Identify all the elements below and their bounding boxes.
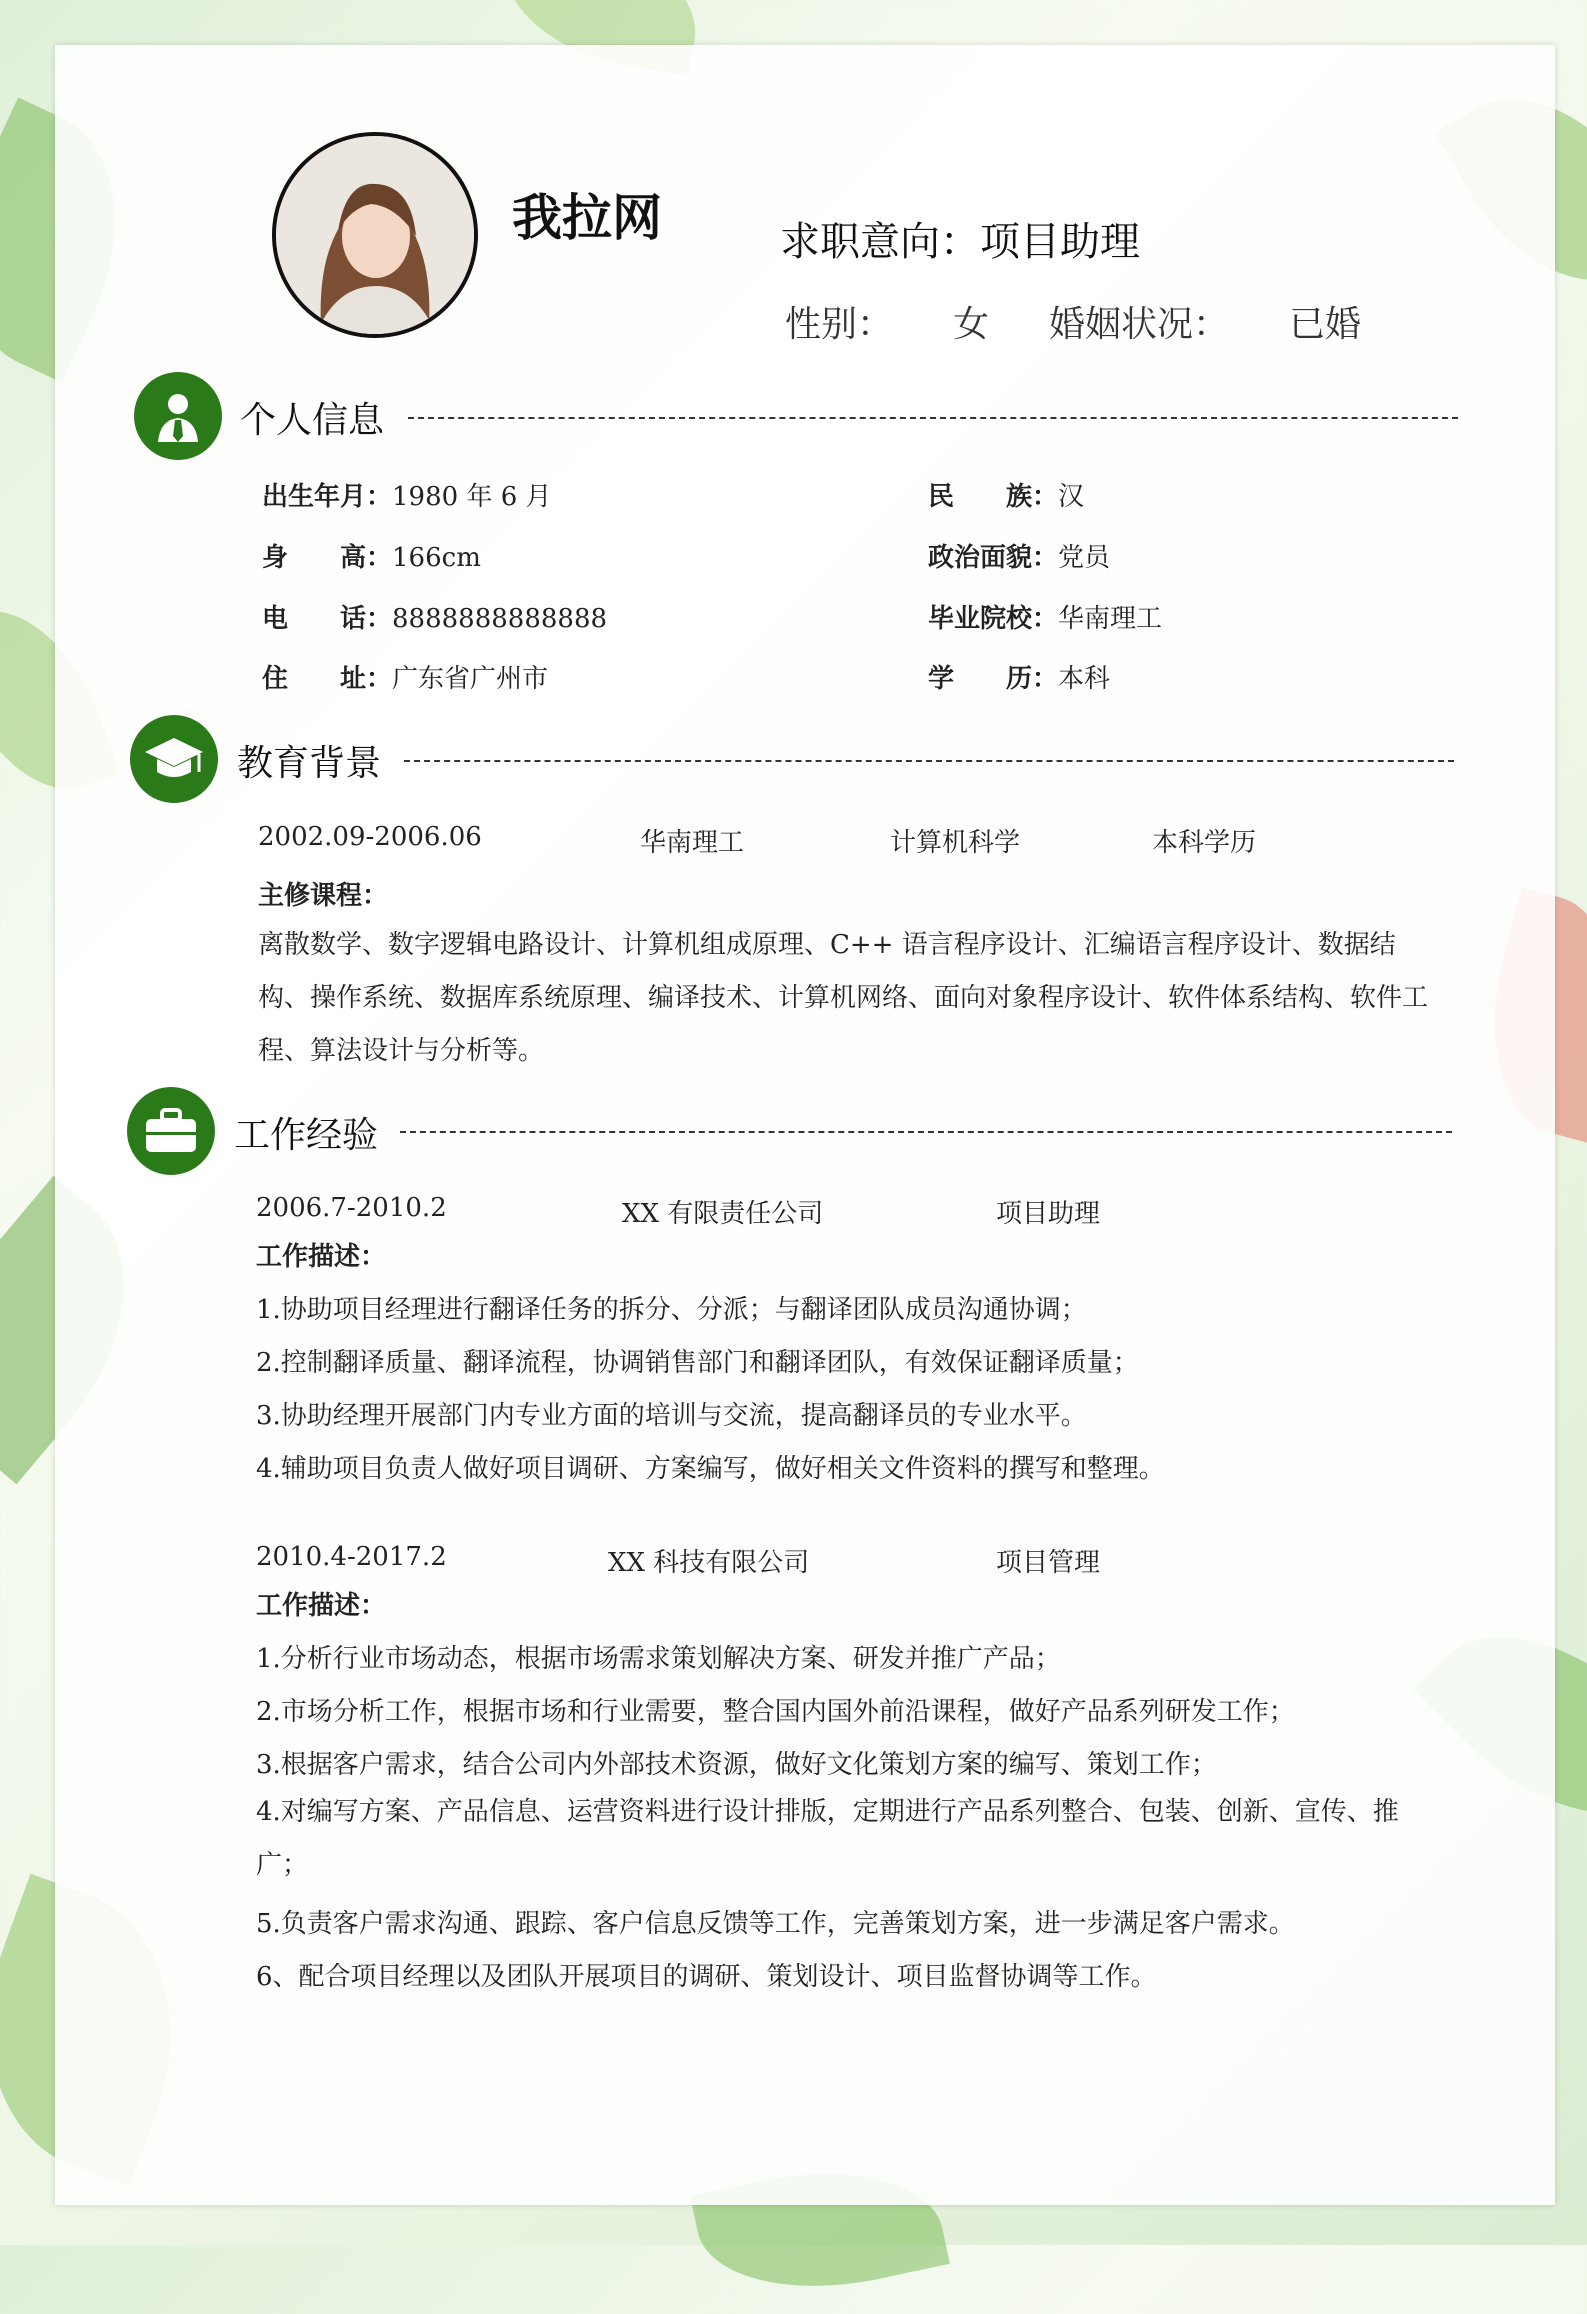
section-title-personal: 个人信息	[240, 400, 385, 441]
job-intent-value: 项目助理	[980, 219, 1140, 265]
ethnic-row	[928, 476, 1084, 513]
job1-title: 项目助理	[996, 1199, 1101, 1229]
height-value: 166cm	[392, 543, 481, 573]
courses-text: 离散数学、数字逻辑电路设计、计算机组成原理、C++ 语言程序设计、汇编语言程序设计、数据结构、操作系统、数据库系统原理、编译技术、计算机网络、面向对象程序设计、软件体系结构、软件工程、算法设计与分析等。	[258, 930, 1429, 1066]
ethnic-value: 汉	[1058, 482, 1085, 512]
address-value: 广东省广州市	[392, 664, 549, 694]
job2-item: 4.对编写方案、产品信息、运营资料进行设计排版，定期进行产品系列整合、包装、创新、宣传、推广；	[256, 1797, 1399, 1880]
marital-value: 已婚	[1289, 304, 1362, 345]
degree-row	[928, 658, 1110, 695]
section-divider	[404, 760, 1454, 762]
gender-value: 女	[953, 304, 990, 345]
degree-value: 本科	[1058, 664, 1111, 694]
section-title-work: 工作经验	[234, 1115, 379, 1156]
person-tie-icon	[134, 372, 222, 460]
marital-label: 婚姻状况：	[1049, 304, 1230, 345]
address-label: 住 址：	[262, 664, 393, 694]
edu-major: 计算机科学	[890, 828, 1021, 858]
candidate-name: 我拉网	[512, 189, 662, 247]
gender-label: 性别：	[785, 304, 894, 345]
height-row	[262, 537, 481, 574]
phone-label: 电 话：	[262, 604, 393, 634]
degree-label: 学 历：	[928, 664, 1059, 694]
edu-period: 2002.09-2006.06	[258, 822, 482, 852]
section-title-education: 教育背景	[237, 743, 382, 784]
job1-period: 2006.7-2010.2	[256, 1193, 447, 1223]
job2-item: 6、配合项目经理以及团队开展项目的调研、策划设计、项目监督协调等工作。	[256, 1962, 1157, 1992]
job1-item: 1.协助项目经理进行翻译任务的拆分、分派；与翻译团队成员沟通协调；	[256, 1295, 1087, 1325]
edu-degree: 本科学历	[1152, 828, 1257, 858]
job2-title: 项目管理	[996, 1548, 1101, 1578]
political-label: 政治面貌：	[928, 543, 1059, 573]
job1-item: 3.协助经理开展部门内专业方面的培训与交流，提高翻译员的专业水平。	[256, 1401, 1087, 1431]
job-intent	[780, 210, 1140, 267]
ethnic-label: 民 族：	[928, 482, 1059, 512]
job2-item: 5.负责客户需求沟通、跟踪、客户信息反馈等工作，完善策划方案，进一步满足客户需求。	[256, 1909, 1295, 1939]
job-intent-label: 求职意向：	[780, 219, 980, 265]
briefcase-icon	[127, 1087, 215, 1175]
gender	[785, 304, 989, 345]
job2-desc-label: 工作描述：	[256, 1591, 387, 1621]
courses-label: 主修课程：	[258, 881, 389, 911]
political-value: 党员	[1058, 543, 1111, 573]
job2-item: 1.分析行业市场动态，根据市场需求策划解决方案、研发并推广产品；	[256, 1644, 1061, 1674]
birth-value: 1980 年 6 月	[392, 482, 552, 512]
job2-item: 2.市场分析工作，根据市场和行业需要，整合国内国外前沿课程，做好产品系列研发工作；	[256, 1697, 1295, 1727]
school-row	[928, 598, 1162, 635]
marital-status	[1049, 304, 1361, 345]
job2-period: 2010.4-2017.2	[256, 1542, 447, 1572]
phone-row	[262, 598, 607, 635]
job2-company: XX 科技有限公司	[608, 1548, 810, 1578]
job2-item: 3.根据客户需求，结合公司内外部技术资源，做好文化策划方案的编写、策划工作；	[256, 1750, 1217, 1780]
phone-value: 8888888888888	[392, 604, 608, 634]
section-divider	[408, 417, 1458, 419]
job1-company: XX 有限责任公司	[622, 1199, 824, 1229]
edu-school: 华南理工	[640, 828, 745, 858]
height-label: 身 高：	[262, 543, 393, 573]
graduation-cap-icon	[130, 715, 218, 803]
job1-item: 2.控制翻译质量、翻译流程，协调销售部门和翻译团队，有效保证翻译质量；	[256, 1348, 1139, 1378]
school-label: 毕业院校：	[928, 604, 1059, 634]
section-divider	[400, 1131, 1452, 1133]
political-row	[928, 537, 1110, 574]
basic-meta	[785, 296, 1361, 347]
school-value: 华南理工	[1058, 604, 1163, 634]
address-row	[262, 658, 548, 695]
avatar	[272, 132, 478, 338]
job1-item: 4.辅助项目负责人做好项目调研、方案编写，做好相关文件资料的撰写和整理。	[256, 1454, 1165, 1484]
portrait-image	[276, 136, 474, 334]
job1-desc-label: 工作描述：	[256, 1242, 387, 1272]
birth-label: 出生年月：	[262, 482, 393, 512]
birth-row	[262, 476, 552, 513]
